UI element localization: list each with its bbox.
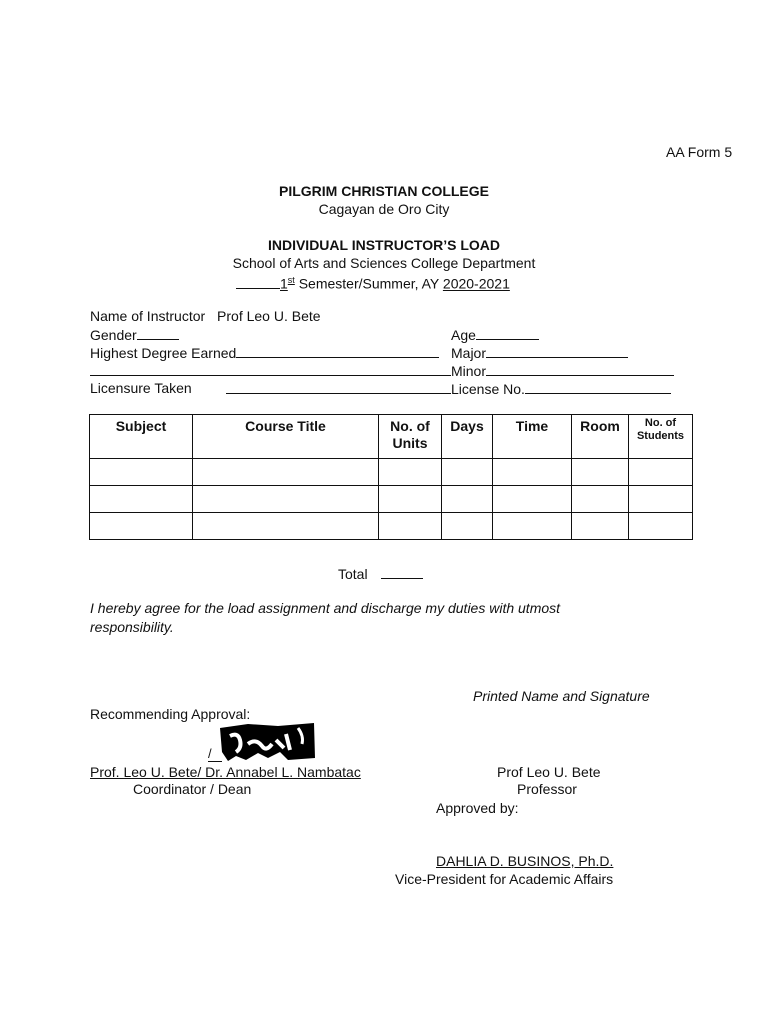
header-subject: Subject — [90, 415, 193, 459]
vp-title: Vice-President for Academic Affairs — [395, 871, 614, 887]
instructor-name-row — [90, 308, 321, 325]
header-course-title: Course Title — [193, 415, 379, 459]
table-row — [90, 513, 693, 540]
vp-name: DAHLIA D. BUSINOS, Ph.D. — [436, 853, 614, 869]
table-cell[interactable] — [442, 513, 493, 540]
header-units: No. of Units — [379, 415, 442, 459]
degree-label: Highest Degree Earned — [90, 345, 237, 361]
total-label: Total — [338, 566, 368, 582]
gender-field — [90, 326, 179, 344]
form-code: AA Form 5 — [666, 144, 733, 160]
table-cell[interactable] — [629, 486, 693, 513]
table-cell[interactable] — [379, 459, 442, 486]
document-title: INDIVIDUAL INSTRUCTOR’S LOAD — [267, 237, 501, 253]
handwritten-signature-icon — [218, 722, 316, 762]
college-name: PILGRIM CHRISTIAN COLLEGE — [279, 183, 489, 199]
age-field — [451, 326, 539, 344]
table-cell[interactable] — [379, 513, 442, 540]
licensure-blank[interactable] — [226, 393, 451, 394]
total-blank[interactable] — [381, 565, 423, 579]
approved-by-label: Approved by: — [436, 800, 519, 816]
table-cell[interactable] — [90, 486, 193, 513]
table-cell[interactable] — [572, 486, 629, 513]
load-table — [89, 414, 693, 540]
licensure-label: Licensure Taken — [90, 380, 192, 396]
minor-blank[interactable] — [486, 362, 674, 376]
agreement-line-1: I hereby agree for the load assignment and discharge my duties with utmost — [90, 600, 561, 616]
semester-blank — [236, 275, 280, 289]
academic-year: 2020-2021 — [442, 275, 510, 292]
gender-blank[interactable] — [137, 326, 179, 340]
coordinator-names: Prof. Leo U. Bete/ Dr. Annabel L. Nambatac — [90, 764, 361, 780]
semester-number: 1 — [280, 275, 288, 292]
professor-name: Prof Leo U. Bete — [497, 764, 601, 780]
total-field — [338, 565, 423, 583]
major-label: Major — [451, 345, 487, 361]
header-days: Days — [442, 415, 493, 459]
degree-blank[interactable] — [236, 344, 439, 358]
major-field — [451, 344, 628, 362]
gender-label: Gender — [90, 327, 137, 343]
minor-label: Minor — [451, 363, 487, 379]
table-cell[interactable] — [493, 513, 572, 540]
licensure-field — [90, 380, 192, 397]
table-cell[interactable] — [493, 459, 572, 486]
age-label: Age — [451, 327, 476, 343]
table-row — [90, 486, 693, 513]
table-cell[interactable] — [193, 486, 379, 513]
age-blank[interactable] — [476, 326, 539, 340]
professor-title: Professor — [517, 781, 577, 797]
header-room: Room — [572, 415, 629, 459]
license-no-label: License No. — [451, 381, 525, 397]
semester-line — [236, 272, 510, 293]
degree-second-line — [90, 375, 451, 376]
license-no-field — [451, 380, 671, 398]
table-cell[interactable] — [572, 459, 629, 486]
table-cell[interactable] — [572, 513, 629, 540]
major-blank[interactable] — [486, 344, 628, 358]
table-cell[interactable] — [629, 513, 693, 540]
agreement-line-2: responsibility. — [90, 619, 174, 635]
degree-field — [90, 344, 439, 362]
semester-suffix: st — [287, 275, 295, 285]
printed-name-label: Printed Name and Signature — [473, 688, 650, 704]
coordinator-title: Coordinator / Dean — [133, 781, 252, 797]
college-city: Cagayan de Oro City — [318, 201, 450, 217]
minor-field — [451, 362, 674, 380]
table-cell[interactable] — [193, 513, 379, 540]
table-cell[interactable] — [442, 459, 493, 486]
table-cell[interactable] — [90, 513, 193, 540]
instructor-label: Name of Instructor — [90, 308, 206, 324]
table-cell[interactable] — [193, 459, 379, 486]
slash-mark: / — [208, 746, 212, 761]
table-cell[interactable] — [379, 486, 442, 513]
table-cell[interactable] — [442, 486, 493, 513]
recommending-label: Recommending Approval: — [90, 706, 251, 722]
header-time: Time — [493, 415, 572, 459]
table-cell[interactable] — [629, 459, 693, 486]
header-students: No. of Students — [629, 415, 693, 459]
table-header-row — [90, 415, 693, 459]
table-cell[interactable] — [493, 486, 572, 513]
semester-text: Semester/Summer, AY — [294, 275, 443, 292]
table-cell[interactable] — [90, 459, 193, 486]
instructor-value: Prof Leo U. Bete — [217, 308, 321, 324]
department-name: School of Arts and Sciences College Department — [232, 255, 536, 271]
table-row — [90, 459, 693, 486]
license-no-blank[interactable] — [525, 380, 671, 394]
